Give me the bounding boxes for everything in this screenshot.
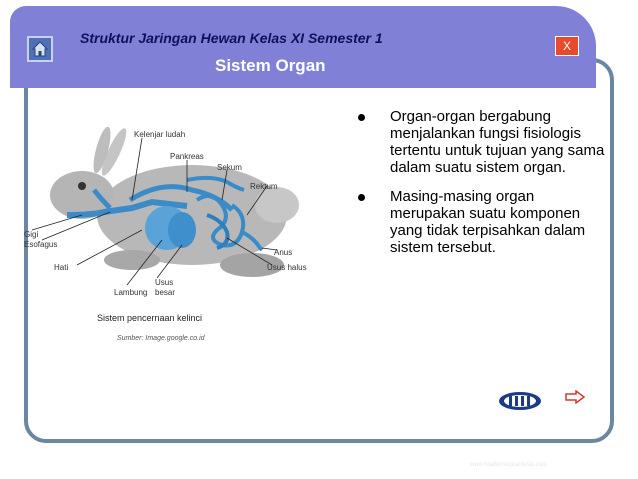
label-besar: besar <box>155 288 176 297</box>
figure-caption: Sistem pencernaan kelinci <box>97 313 203 323</box>
label-lambung: Lambung <box>114 288 148 297</box>
close-button[interactable]: X <box>555 36 579 56</box>
bullet-list <box>358 108 608 268</box>
label-usus: Usus <box>155 278 174 287</box>
label-usus-halus: Usus halus <box>267 263 307 272</box>
label-kelenjar-ludah: Kelenjar ludah <box>134 130 186 139</box>
label-hati: Hati <box>54 263 69 272</box>
next-arrow-icon[interactable] <box>565 390 585 404</box>
footer-link[interactable]: www.hsellensuprantesis.com <box>470 462 548 468</box>
label-pankreas: Pankreas <box>170 152 204 161</box>
bullet-dot-icon <box>358 114 365 121</box>
course-title: Struktur Jaringan Hewan Kelas XI Semester 1 <box>80 30 383 46</box>
bullet-dot-icon <box>358 194 365 201</box>
bullet-item <box>358 108 608 176</box>
bullet-text: Organ-organ bergabung menjalankan fungsi fisiologis tertentu untuk tujuan yang sama dalam suatu sistem organ. <box>390 108 605 176</box>
bullet-item <box>358 188 608 256</box>
slide-title: Sistem Organ <box>215 56 326 75</box>
label-rektum: Rektum <box>250 182 278 191</box>
bullet-text: Masing-masing organ merupakan suatu komponen yang tidak terpisahkan dalam sistem tersebut. <box>390 188 586 256</box>
home-icon <box>32 41 48 57</box>
label-sekum: Sekum <box>217 163 242 172</box>
figure-source: Sumber: Image.google.co.id <box>117 335 205 342</box>
label-anus: Anus <box>274 248 293 257</box>
school-logo-icon <box>497 390 543 412</box>
label-esofagus: Esofagus <box>24 240 58 249</box>
rabbit-digestive-figure <box>22 120 322 355</box>
home-button[interactable] <box>27 36 53 62</box>
label-gigi: Gigi <box>24 230 39 239</box>
